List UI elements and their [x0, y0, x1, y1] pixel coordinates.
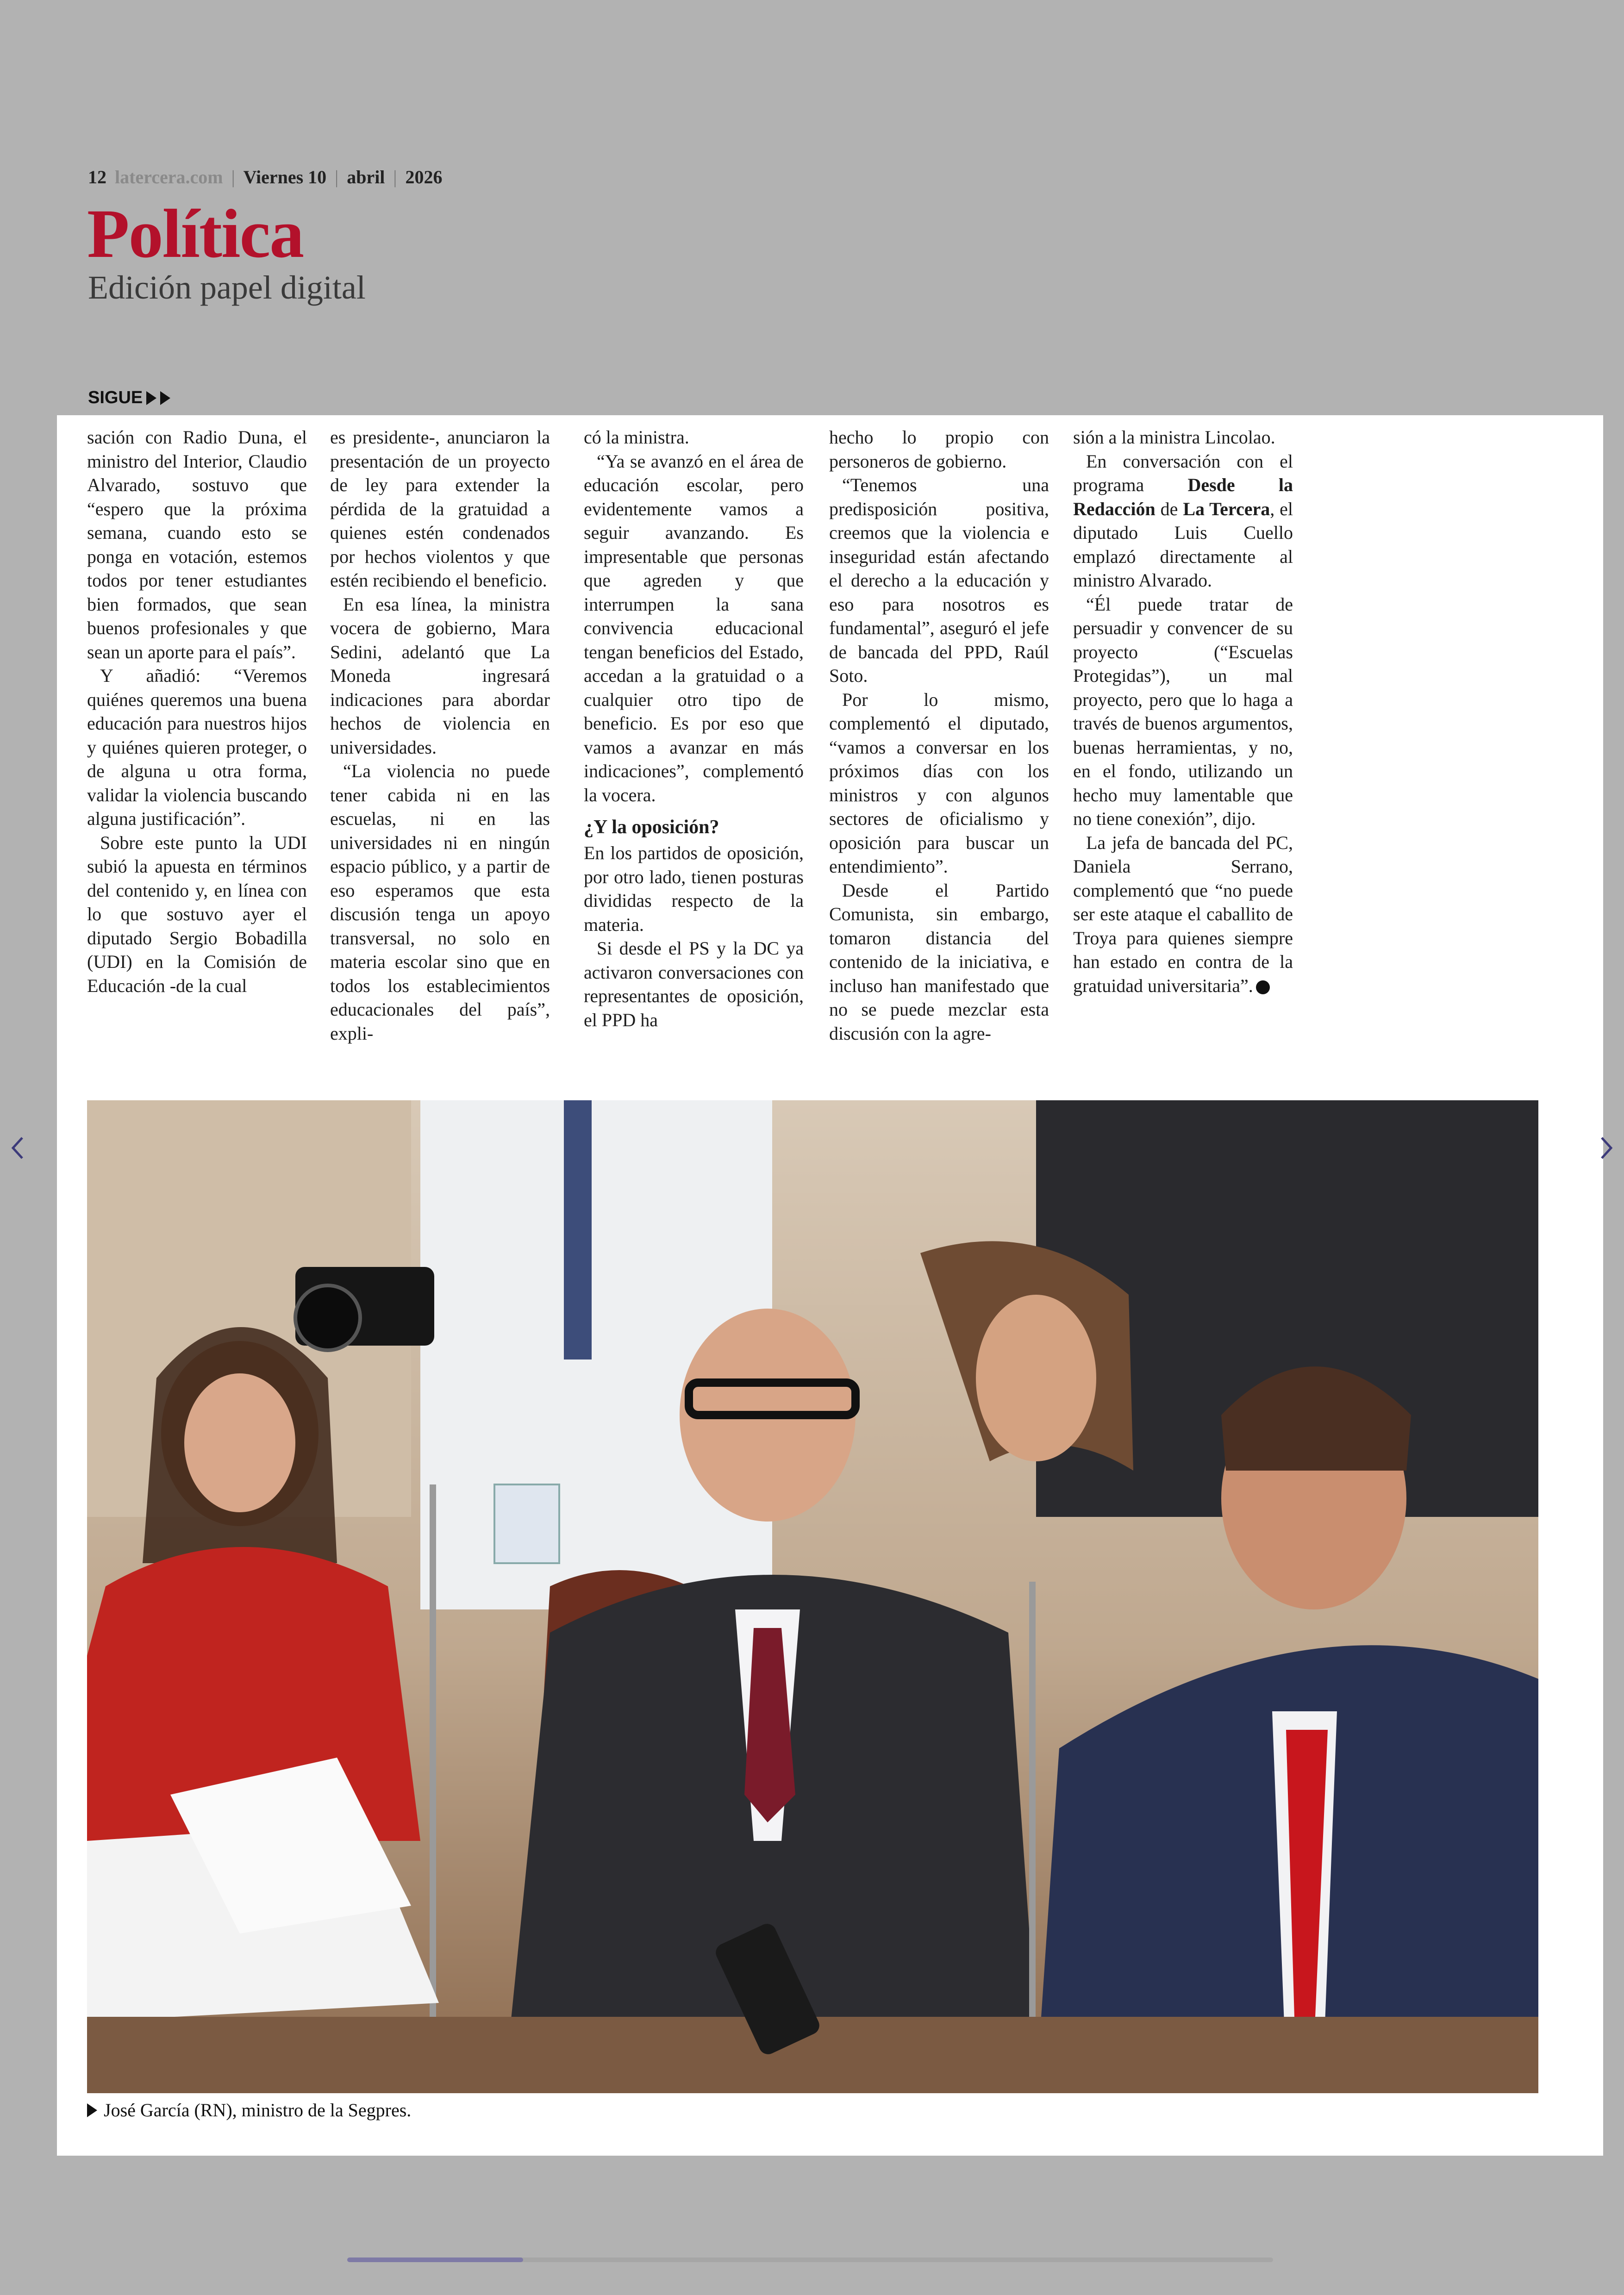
caption-text: José García (RN), ministro de la Segpres. — [104, 2100, 412, 2120]
separator: | — [231, 167, 235, 187]
page-number: 12 — [88, 167, 106, 187]
article-column-5 — [1073, 425, 1293, 998]
paragraph: Y añadió: “Veremos quiénes queremos una buena educación para nuestros hijos y quiénes quieren proteger, o de alguna u otra forma, validar la violencia buscando alguna justificación”. — [87, 665, 307, 829]
article-column-2 — [330, 425, 550, 1045]
text-run: La jefa de bancada del PC, Daniela Serrano, complementó que “no puede ser este ataque el caballito de Troya para quienes siempre han estado en contra de la gratuidad universitaria”. — [1073, 832, 1293, 996]
photo-illustration — [87, 1100, 1538, 2093]
chevron-right-icon — [1597, 1134, 1616, 1162]
arrow-right-icon — [160, 391, 170, 405]
photo-caption — [87, 2099, 411, 2121]
text-run: En conversación con el programa — [1073, 450, 1293, 495]
paragraph: hecho lo propio con personeros de gobierno. — [829, 427, 1049, 472]
continue-label — [88, 388, 170, 408]
issue-year: 2026 — [405, 167, 443, 187]
newspaper-page — [57, 415, 1603, 2156]
paragraph: En los partidos de oposición, por otro lado, tienen posturas divididas respecto de la materia. — [584, 842, 804, 935]
end-mark-icon — [1256, 980, 1270, 994]
page-progress-bar[interactable] — [347, 2258, 1273, 2262]
caption-arrow-icon — [87, 2103, 97, 2117]
next-page-button[interactable] — [1593, 1134, 1620, 1162]
article-column-4 — [829, 425, 1049, 1045]
paragraph — [1073, 831, 1293, 998]
paragraph: Por lo mismo, complementó el diputado, “vamos a conversar en los próximos días con los ministros y con algunos sectores de oficialismo y oposición para buscar un entendimiento”. — [829, 689, 1049, 877]
program-name: Desde la Redacción — [1073, 474, 1293, 519]
paragraph: “Ya se avanzó en el área de educación escolar, pero evidentemente vamos a seguir avanzando. Es impresentable que personas que agreden y que interrumpen la sana convivencia educacional tengan beneficios del Estado, accedan a la gratuidad o a cualquier otro tipo de beneficio. Es por eso que vamos a avanzar en más indicaciones”, complementó la vocera. — [584, 450, 804, 805]
separator: | — [335, 167, 339, 187]
paragraph: es presidente-, anunciaron la presentación de un proyecto de ley para extender la pérdida de la gratuidad a quienes estén condenados por hechos violentos y que estén recibiendo el beneficio. — [330, 427, 550, 591]
paragraph: sión a la ministra Lincolao. — [1073, 427, 1275, 448]
masthead — [88, 160, 736, 194]
article-column-3 — [584, 425, 804, 1032]
paragraph: Desde el Partido Comunista, sin embargo, tomaron distancia del contenido de la iniciativa, e incluso han manifestado que no se puede mezclar esta discusión con la agre- — [829, 879, 1049, 1044]
publication-name: La Tercera — [1183, 498, 1270, 519]
paragraph: Si desde el PS y la DC ya activaron conversaciones con representantes de oposición, el PPD ha — [584, 938, 804, 1030]
paragraph: “La violencia no puede tener cabida ni en las escuelas, ni en las universidades ni en ningún espacio público, y a partir de eso esperamos que esta discusión tenga un apoyo transversal, no solo en materia escolar sino que en todos los establecimientos educacionales del país”, expli- — [330, 761, 550, 1044]
paragraph: En esa línea, la ministra vocera de gobierno, Mara Sedini, adelantó que La Moneda ingresará indicaciones para abordar hechos de violencia en universidades. — [330, 593, 550, 758]
issue-day: Viernes 10 — [243, 167, 327, 187]
article-column-1 — [87, 425, 307, 998]
text-run: , el diputado Luis Cuello emplazó directamente al ministro Alvarado. — [1073, 498, 1293, 591]
continue-text: SIGUE — [88, 388, 143, 407]
paragraph — [1073, 449, 1293, 592]
section-title: Política — [87, 195, 304, 272]
site-name: latercera.com — [115, 167, 223, 187]
article-photo — [87, 1100, 1538, 2093]
issue-month: abril — [347, 167, 385, 187]
separator: | — [393, 167, 397, 187]
paragraph: Sobre este punto la UDI subió la apuesta en términos del contenido y, en línea con lo que sostuvo ayer el diputado Sergio Bobadilla (UDI) en la Comisión de Educación -de la cual — [87, 832, 307, 996]
paragraph: “Tenemos una predisposición positiva, creemos que la violencia e inseguridad están afectando el derecho a la educación y eso para nosotros es fundamental”, aseguró el jefe de bancada del PPD, Raúl Soto. — [829, 474, 1049, 686]
paragraph: sación con Radio Duna, el ministro del Interior, Claudio Alvarado, sostuvo que “espero que la próxima semana, cuando esto se ponga en votación, estemos todos por tener estudiantes bien formados, que sean buenos profesionales y que sean un aporte para el país”. — [87, 427, 307, 662]
section-subtitle: Edición papel digital — [88, 269, 366, 306]
chevron-left-icon — [8, 1134, 27, 1162]
paragraph: có la ministra. — [584, 427, 689, 448]
previous-page-button[interactable] — [4, 1134, 31, 1162]
arrow-right-icon — [146, 391, 156, 405]
text-run: de — [1155, 498, 1183, 519]
page-progress-fill — [347, 2258, 523, 2262]
subhead: ¿Y la oposición? — [584, 817, 719, 838]
paragraph: “Él puede tratar de persuadir y convencer de su proyecto (“Escuelas Protegidas”), un mal proyecto, pero que lo haga a través de buenos argumentos, buenas herramientas, y no, en el fondo, utilizando un hecho muy lamentable que no tiene conexión”, dijo. — [1073, 593, 1293, 829]
